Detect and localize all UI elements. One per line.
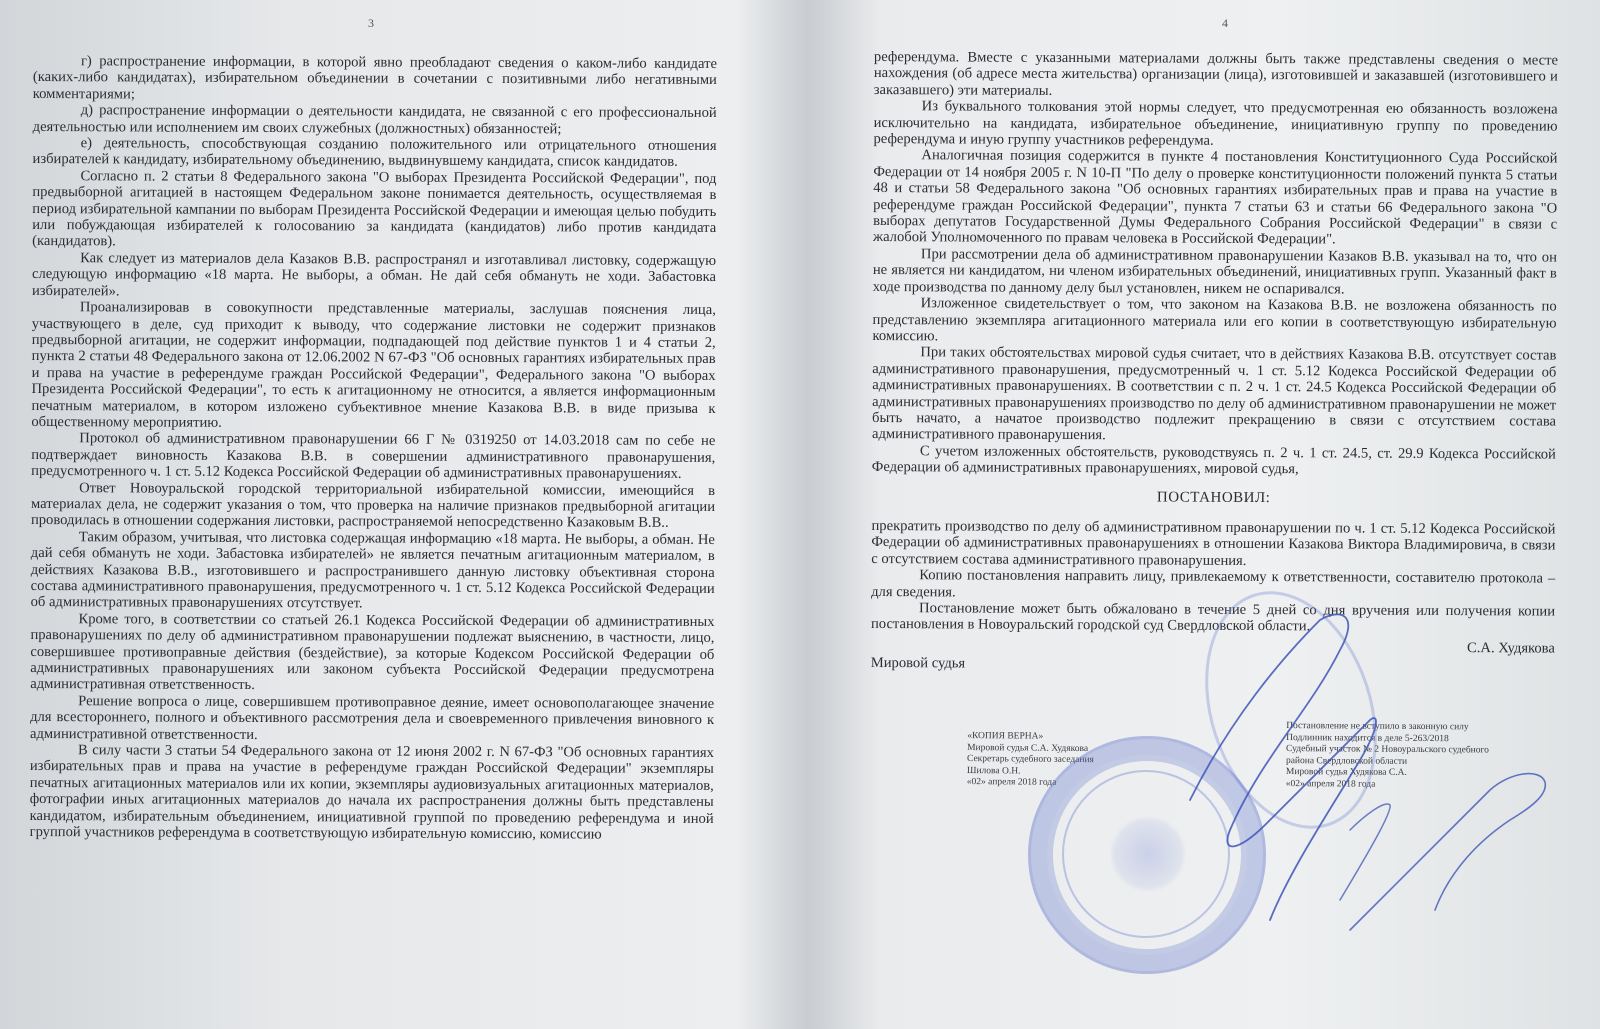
- status-note-line: Подлинник находится в деле 5-263/2018: [1286, 732, 1449, 744]
- paragraph: е) деятельность, способствующая созданию положительного или отрицательного отношения избирателей к кандидату, избирательному объединению, выдвинувшему кандидата, список кандидатов.: [32, 135, 717, 171]
- paragraph: Копию постановления направить лицу, привлекаемому к ответственности, составителю протокола – для сведения.: [871, 567, 1556, 601]
- signer-role: Мировой судья: [870, 654, 966, 672]
- copy-note-line: «02» апреля 2018 года: [966, 777, 1057, 788]
- left-page-text: [30, 53, 717, 843]
- paragraph: При таких обстоятельствах мировой судья считает, что в действиях Казакова В.В. отсутствует состав административного правонарушения, предусмотренный ч. 1 ст. 5.12 Кодекса Российской Федерации об административных правонарушениях. В соответствии с п. 2 ч. 1 ст. 24.5 Кодекса Российской Федерации об административных правонарушениях производство по делу об административном правонарушении не может быть начато, а начатое производство подлежит прекращению в связи с отсутствием состава административного правонарушения.: [871, 344, 1557, 444]
- paragraph: Решение вопроса о лице, совершившем противоправное деяние, имеет основополагающее значение для всестороннего, полного и объективного рассмотрения дела и своевременного привлечения виновного к административной ответственности.: [29, 693, 715, 743]
- paragraph: Ответ Новоуральской городской территориальной избирательной комиссии, имеющийся в материалах дела, не содержит указания о том, что проверка на наличие признаков предвыборной агитации проводилась в отношении содержания листовки, распространяемой непосредственно Казаковым В.В..: [30, 479, 716, 532]
- paragraph: Аналогичная позиция содержится в пункте 4 постановления Конституционного Суда Российской Федерации от 14 ноября 2005 г. N 10-П "По делу о проверке конституционности положений пункта 5 статьи 48 и статьи 58 Федерального закона "Об основных гарантиях избирательных прав и права на участие в референдуме граждан Российской Федерации", пункта 7 статьи 63 и статьи 66 Федерального закона "О выборах депутатов Государственной Думы Федерального Собрания Российской Федерации" в связи с жалобой Уполномоченного по правам человека в Российской Федерации".: [872, 147, 1558, 248]
- paragraph: Таким образом, учитывая, что листовка содержащая информацию «18 марта. Не выборы, а обман. Не дай себя обмануть не ходи. Забастовка избирателей» не является печатным агитационным материалом, в действиях Казакова В.В., изготовившего и распространившего данную листовку объективная сторона состава административного правонарушения, предусмотренного ч. 1 ст. 5.12 Кодекса Российской Федерации об административных правонарушениях отсутствует.: [30, 528, 715, 612]
- status-note-line: района Свердловской области: [1285, 755, 1408, 767]
- resolution-heading: ПОСТАНОВИЛ:: [1156, 489, 1271, 506]
- copy-note-line: «КОПИЯ ВЕРНА»: [967, 731, 1044, 742]
- signature-row: [871, 637, 1555, 675]
- status-note: [1286, 721, 1556, 792]
- paragraph: С учетом изложенных обстоятельств, руководствуясь п. 2 ч. 1 ст. 24.5, ст. 29.9 Кодекса Российской Федерации об административных правонарушениях, мировой судья,: [871, 442, 1556, 478]
- status-note-line: Мировой судья Худякова С.А.: [1285, 767, 1407, 778]
- paragraph: Из буквального толкования этой нормы следует, что предусмотренная ею обязанность возложена исключительно на кандидата, избирательное объединение, инициативную группу по проведению референдума и иную группу участников референдума.: [873, 98, 1558, 149]
- paragraph: д) распространение информации о деятельности кандидата, не связанной с его профессиональной деятельностью или исполнением им своих служебных (должностных) обязанностей;: [32, 102, 717, 137]
- paragraph: Проанализировав в совокупности представленные материалы, заслушав пояснения лица, участвующего в деле, суд приходит к выводу, что содержание листовки не содержит признаков предвыборной агитации, не содержит информации, подпадающей под действие пунктов 1 и 4 статьи 2, пункта 2 статьи 48 Федерального закона от 12.06.2002 N 67-ФЗ "Об основных гарантиях избирательных прав и права на участие в референдуме граждан Российской Федерации", Федерального закона "О выборах Президента Российской Федерации", то есть к агитационному не относится, а является информационным печатным материалом, в котором изложено субъективное мнение Казакова В.В. в виде призыва к общественному мероприятию.: [31, 299, 716, 431]
- paragraph: Протокол об административном правонарушении 66 Г № 0319250 от 14.03.2018 сам по себе не подтверждает виновность Казакова В.В. в совершении административного правонарушения, предусмотренного ч. 1 ст. 5.12 Кодекса Российской Федерации об административных правонарушениях.: [31, 430, 716, 482]
- status-note-line: Судебный участок № 2 Новоуральского судебного: [1286, 744, 1489, 756]
- paragraph: референдума. Вместе с указанными материалами должны быть также представлены сведения о месте нахождения (об адресе места жительства) организации (лица), изготовившей и заказавшей (изготовившего и заказавшего) эти материалы.: [873, 49, 1558, 99]
- page-number: 3: [368, 16, 374, 30]
- copy-note-line: Шилова О.Н.: [966, 765, 1021, 777]
- paragraph: Кроме того, в соответствии со статьей 26.1 Кодекса Российской Федерации об административных правонарушениях по делу об административном правонарушении подлежат выяснению, в частности, лицо, совершившее противоправные действия (бездействие), за которые Кодексом Российской Федерации об административных правонарушениях или законом субъекта Российской Федерации предусмотрена административная ответственность.: [30, 611, 715, 694]
- right-page-text: [871, 49, 1558, 675]
- paragraph: Изложенное свидетельствует о том, что законом на Казакова В.В. не возложена обязанность по представлению экземпляра агитационного материала или его копии в соответствующую избирательную комиссию.: [872, 295, 1557, 345]
- copy-note-line: Секретарь судебного заседания: [966, 754, 1094, 766]
- paragraph: Согласно п. 2 статьи 8 Федерального закона "О выборах Президента Российской Федерации", под предвыборной агитацией в настоящем Федеральном законе понимается деятельность, осуществляемая в период избирательной кампании по выборам Президента Российской Федерации и имеющая целью побудить или побуждающая избирателей к голосованию за кандидата (кандидатов) либо против кандидата (кандидатов).: [32, 168, 717, 250]
- copy-note-line: Мировой судья С.А. Худякова: [967, 742, 1089, 754]
- paragraph: г) распространение информации, в которой явно преобладают сведения о каком-либо кандидате (каких-либо кандидатах), избирательном объединении в сочетании с позитивными либо негативными комментариями;: [32, 53, 717, 103]
- page-number: 4: [1222, 16, 1228, 30]
- status-note-line: «02» апреля 2018 года: [1285, 778, 1376, 790]
- signer-name: С.А. Худякова: [1467, 639, 1555, 657]
- page-right: [840, 0, 1600, 1029]
- status-note-line: Постановление не вступило в законную силу: [1286, 721, 1469, 733]
- paragraph: прекратить производство по делу об административном правонарушении по ч. 1 ст. 5.12 Кодекса Российской Федерации об административных правонарушениях в отношении Казакова Виктора Владимировича, в связи с отсутствием состава административного правонарушения.: [871, 517, 1556, 569]
- copy-note: [967, 731, 1187, 790]
- paragraph: Как следует из материалов дела Казаков В.В. распространял и изготавливал листовку, содержащую следующую информацию «18 марта. Не выборы, а обман. Не дай себя обмануть не ходи. Забастовка избирателей».: [31, 250, 717, 300]
- coat-of-arms-icon: [1110, 814, 1186, 894]
- paragraph: Постановление может быть обжаловано в течение 5 дней со дня вручения или получения копии постановления в Новоуральский городской суд Свердловской области.: [870, 600, 1556, 635]
- paragraph: При рассмотрении дела об административном правонарушении Казаков В.В. указывал на то, что он не является ни кандидатом, ни членом избирательных объединений, инициативных групп. Указанный факт в ходе производства по данному делу был установлен, никем не оспаривался.: [872, 246, 1557, 298]
- paragraph: В силу части 3 статьи 54 Федерального закона от 12 июня 2002 г. N 67-ФЗ "Об основных гарантиях избирательных прав и права на участие в референдуме граждан Российской Федерации" экземпляры печатных агитационных материалов или их копии, экземпляры аудиовизуальных агитационных материалов, фотографии иных агитационных материалов до начала их распространения должны быть представлены кандидатом, избирательным объединением, инициативной группой по проведению референдума и иной группой участников референдума в соответствующую избирательную комиссию, комиссию: [29, 742, 714, 843]
